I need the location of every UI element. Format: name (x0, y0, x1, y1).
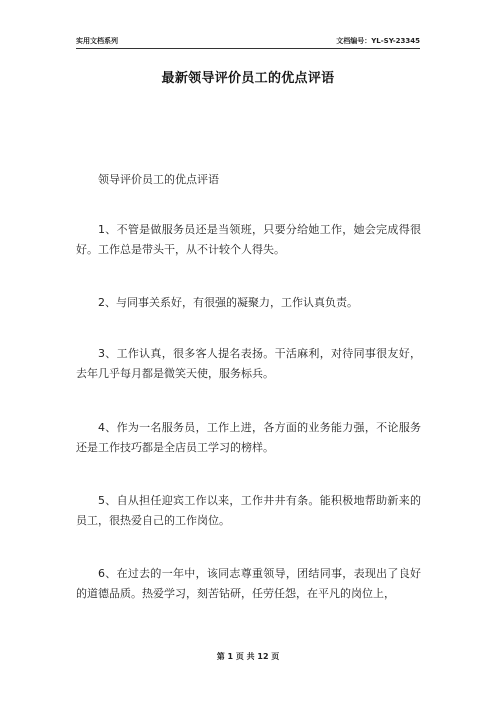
header-series-label: 实用文档系列 (76, 37, 118, 45)
paragraph-1: 1、不管是做服务员还是当领班，只要分给她工作，她会完成得很好。工作总是带头干，从不计较个人得失。 (76, 223, 421, 256)
paragraph-5-block (76, 491, 421, 531)
paragraph-2-block (76, 293, 421, 313)
paragraph-5: 5、自从担任迎宾工作以来，工作井井有条。能积极地帮助新来的员工，很热爱自己的工作岗位。 (76, 494, 421, 527)
page-header (76, 34, 420, 49)
document-title: 最新领导评价员工的优点评语 (161, 71, 335, 86)
paragraph-2: 2、与同事关系好，有很强的凝聚力，工作认真负责。 (98, 296, 358, 309)
paragraph-4: 4、作为一名服务员，工作上进，各方面的业务能力强，不论服务还是工作技巧都是全店员工学习的榜样。 (76, 421, 421, 454)
paragraph-6-block (76, 564, 421, 604)
header-document-number: 文档编号：YL-SY-23345 (336, 37, 420, 45)
paragraph-3-block (76, 344, 421, 384)
paragraph-1-block (76, 220, 421, 260)
paragraph-3: 3、工作认真，很多客人提名表扬。干活麻利，对待同事很友好，去年几乎每月都是微笑天使，服务标兵。 (76, 347, 421, 380)
paragraph-6: 6、在过去的一年中，该同志尊重领导，团结同事，表现出了良好的道德品质。热爱学习，刻苦钻研，任劳任怨，在平凡的岗位上， (76, 567, 421, 600)
section-heading: 领导评价员工的优点评语 (98, 173, 219, 186)
section-heading-block (76, 170, 421, 190)
paragraph-4-block (76, 418, 421, 458)
page-footer: 第 1 页 共 12 页 (216, 652, 280, 661)
